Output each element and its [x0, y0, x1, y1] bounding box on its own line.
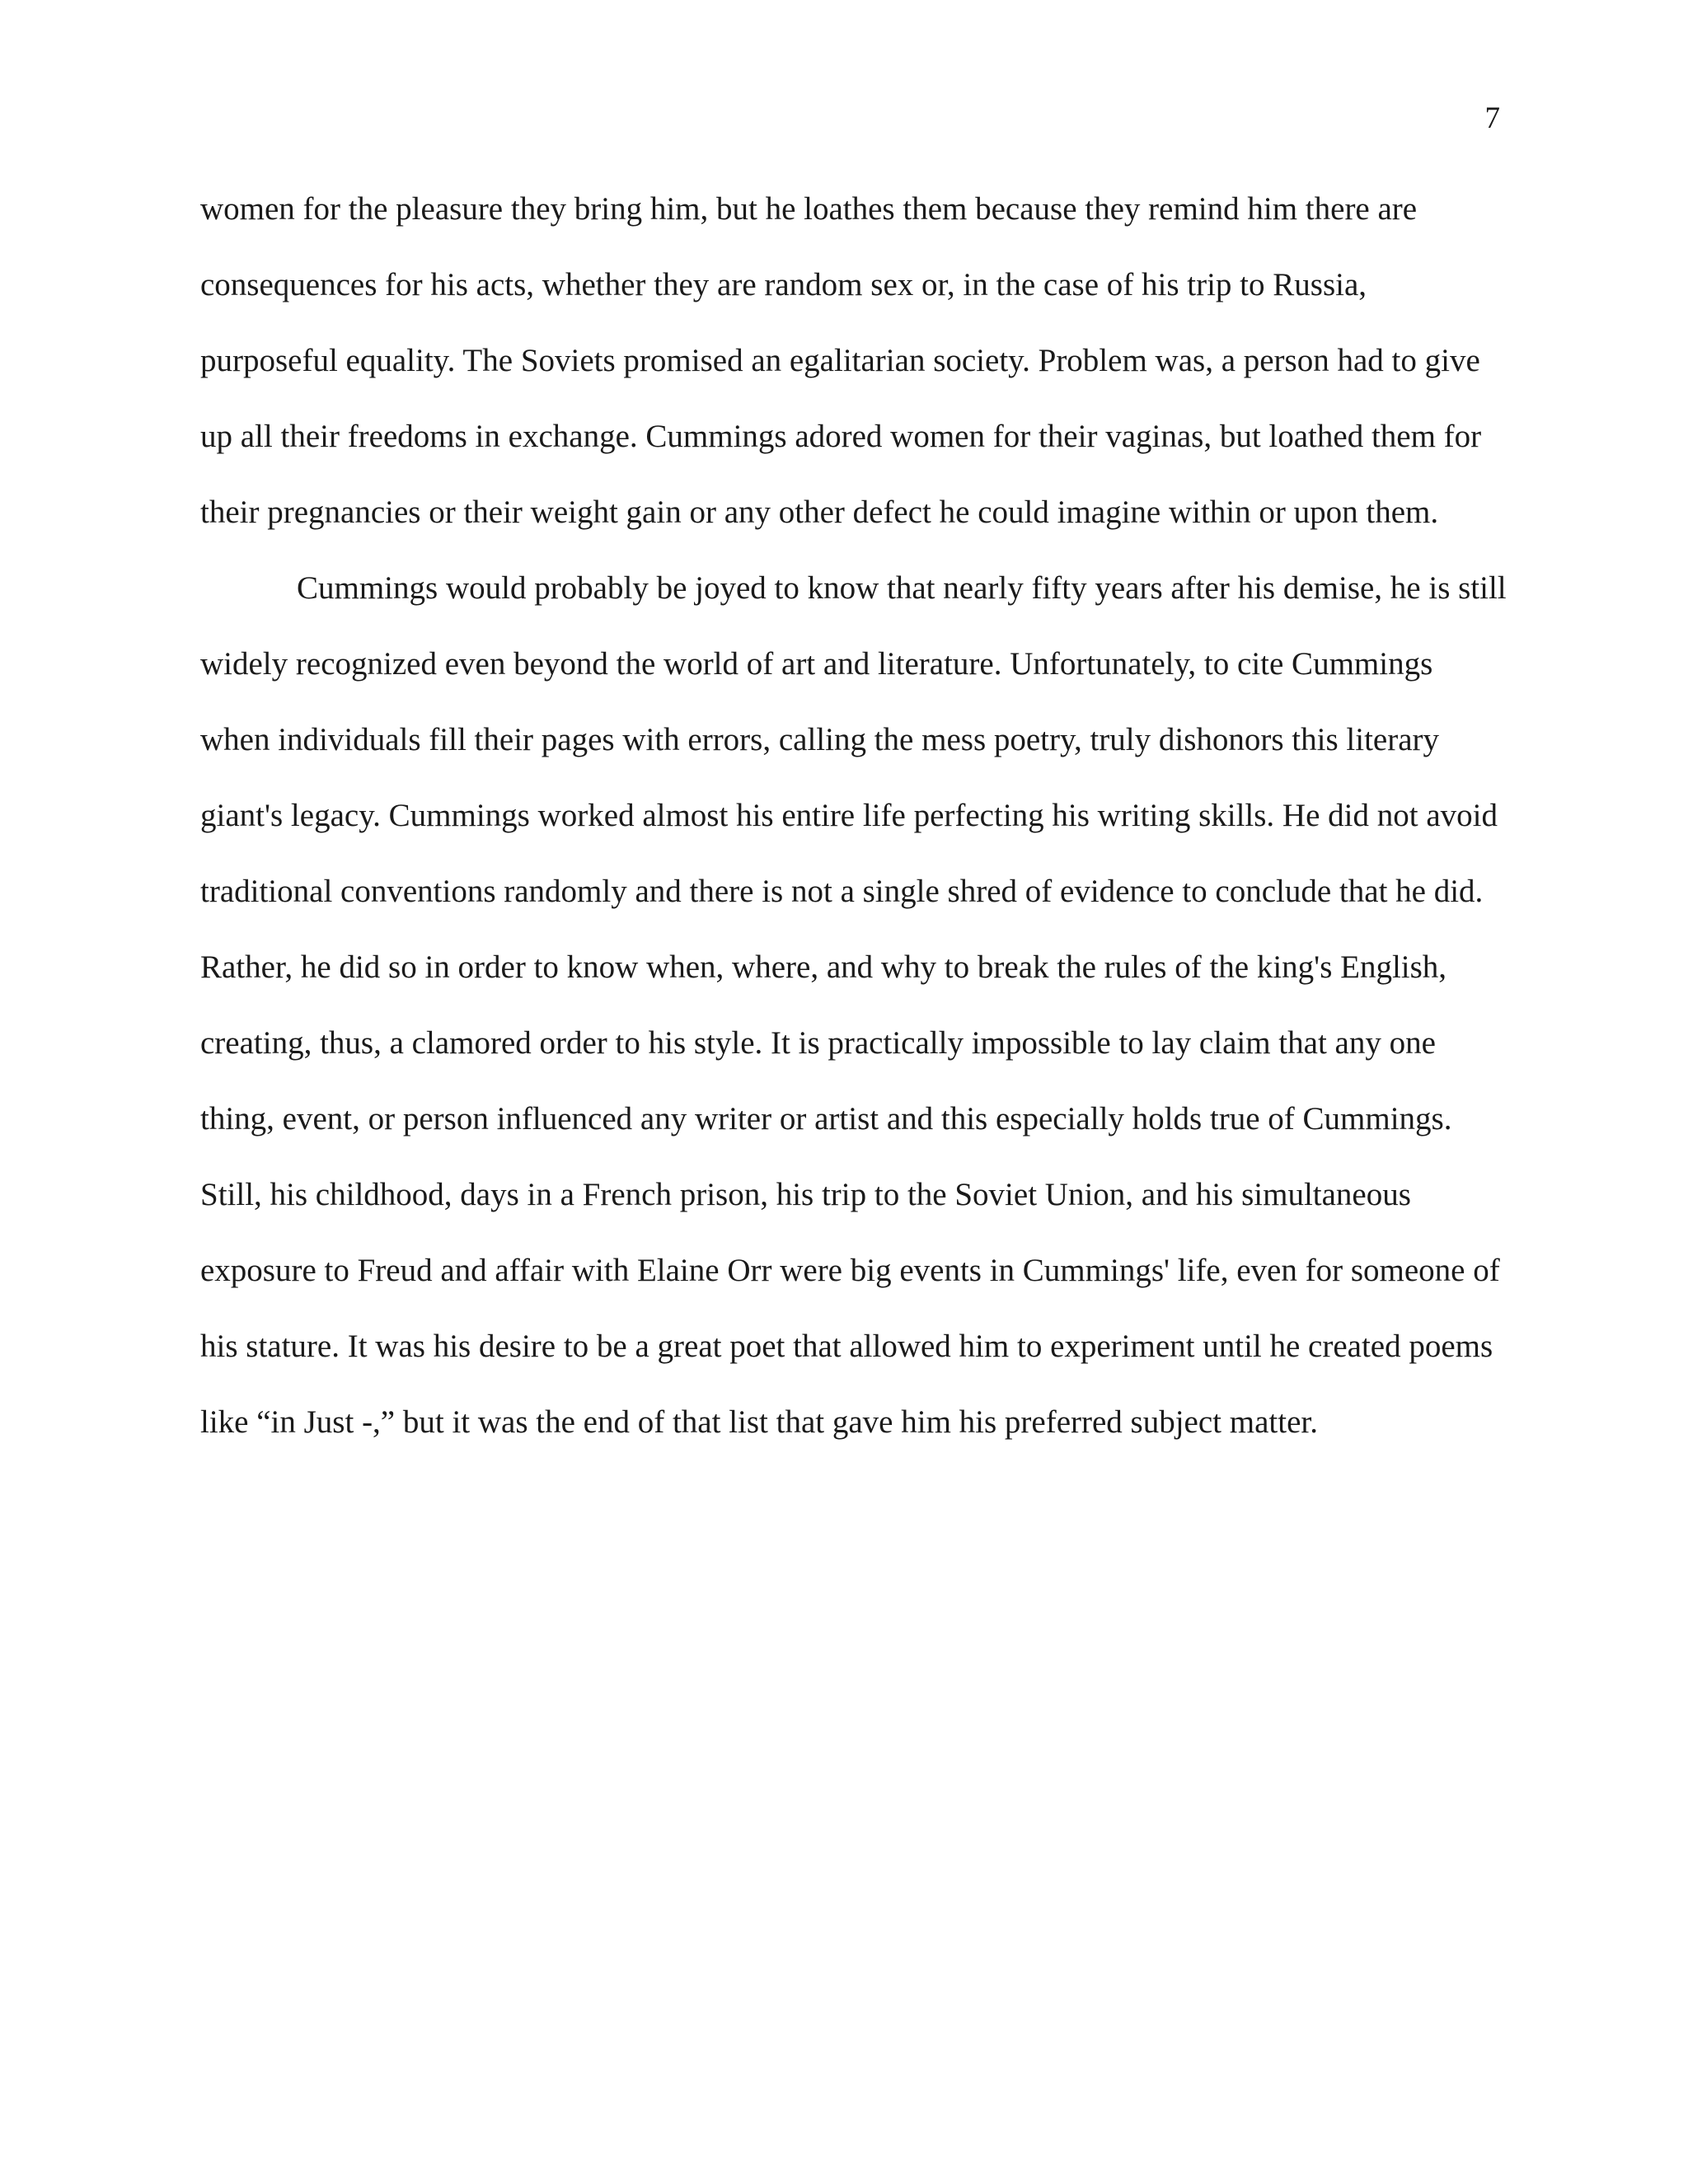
paragraph-conclusion: Cummings would probably be joyed to know that nearly fifty years after his demise, he is still widely recognized even beyond the world of art and literature. Unfortunately, to cite Cummings when individuals fill their pages with errors, calling the mess poetry, truly dishonors this literary giant's legacy. Cummings worked almost his entire life perfecting his writing skills. He did not avoid traditional conventions randomly and there is not a single shred of evidence to conclude that he did. Rather, he did so in order to know when, where, and why to break the rules of the king's English, creating, thus, a clamored order to his style. It is practically impossible to lay claim that any one thing, event, or person influenced any writer or artist and this especially holds true of Cummings. Still, his childhood, days in a French prison, his trip to the Soviet Union, and his simultaneous exposure to Freud and affair with Elaine Orr were big events in Cummings' life, even for someone of his stature. It was his desire to be a great poet that allowed him to experiment until he created poems like “in Just -,” but it was the end of that list that gave him his preferred subject matter. — [200, 570, 1507, 1440]
paragraph-continued: women for the pleasure they bring him, but he loathes them because they remind him there are consequences for his acts, whether they are random sex or, in the case of his trip to Russia, purposeful equality. The Soviets promised an egalitarian society. Problem was, a person had to give up all their freedoms in exchange. Cummings adored women for their vaginas, but loathed them for their pregnancies or their weight gain or any other defect he could imagine within or upon them. — [200, 191, 1482, 530]
body-text — [200, 171, 1507, 1460]
page-number: 7 — [1484, 101, 1500, 135]
